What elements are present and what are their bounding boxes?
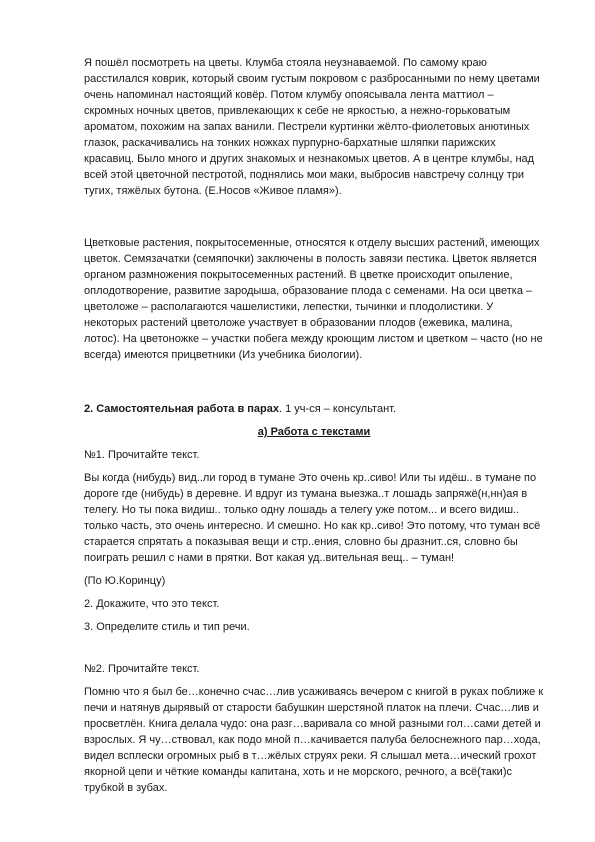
task-1-text: Вы когда (нибудь) вид..ли город в тумане Это очень кр..сиво! Или ты идёш.. в тумане по дороге где (нибудь) в деревне. И вдруг из тумана выезжа..т лошадь запряжё(н,нн)ая в телегу. Но ты пока видиш.. только одну лошадь а телегу уже потом... и всего видиш.. только часть, это очень интересно. И смешно. Но как кр..сиво! Это потому, что туман всё старается спрятать а показывая вещи и стр..ения, словно бы дразнит..ся, словно бы поиграть решил с нами в прятки. Вот какая уд..вительная вещ.. – туман! bbox=[84, 472, 541, 564]
task-2-instruction: . Прочитайте текст. bbox=[101, 663, 200, 675]
document-page bbox=[84, 55, 544, 803]
task-1-number: №1 bbox=[84, 449, 102, 461]
section-2-rest: . 1 уч-ся – консультант. bbox=[279, 403, 397, 415]
task-1-instruction: . Прочитайте текст. bbox=[101, 449, 200, 461]
task-2-heading bbox=[84, 661, 544, 677]
task-2-number: №2 bbox=[84, 663, 102, 675]
subheading-work-with-texts: а) Работа с текстами bbox=[257, 426, 371, 438]
task-1-heading bbox=[84, 447, 544, 463]
task-1-source: (По Ю.Коринцу) bbox=[84, 575, 166, 587]
paragraph-nosov: Я пошёл посмотреть на цветы. Клумба стояла неузнаваемой. По самому краю расстилался коврик, который своим густым покровом с разбросанными по нему цветами очень напоминал настоящий ковёр. Потом клумбу опоясывала лента маттиол – скромных ночных цветов, привлекающих к себе не яркостью, а нежно-горьковатым ароматом, похожим на запах ванили. Пестрели куртинки жёлто-фиолетовых анютиных глазок, раскачивались на тонких ножках пурпурно-бархатные шляпки парижских красавиц. Было много и других знакомых и незнакомых цветов. А в центре клумбы, над всей этой цветочной пестротой, поднялись мои маки, выбросив навстречу солнцу три тугих, тяжёлых бутона. (Е.Носов «Живое пламя»). bbox=[84, 57, 540, 197]
paragraph-biology: Цветковые растения, покрытосеменные, относятся к отделу высших растений, имеющих цветок. Семязачатки (семяпочки) заключены в полость завязи пестика. Цветок является органом размножения покрытосеменных растений. В цветке происходит опыление, оплодотворение, развитие зародыша, образование плода с семенами. На оси цветка – цветоложе – располагаются чашелистики, лепестки, тычинки и плодолистики. У некоторых растений цветоложе участвует в образовании плодов (ежевика, малина, лотос). На цветоножке – участки побега между кроющим листом и цветком – часто (но не всегда) имеются прицветники (Из учебника биологии). bbox=[84, 237, 543, 361]
section-2-heading bbox=[84, 401, 544, 417]
section-2-title: 2. Самостоятельная работа в парах bbox=[84, 403, 280, 415]
task-1-question-2: 2. Докажите, что это текст. bbox=[84, 598, 220, 610]
task-2-text: Помню что я был бе…конечно счас…лив усаживаясь вечером с книгой в руках поближе к печи и натянув дырявый от старости бабушкин шерстяной платок на плечи. Счас…лив и просветлён. Книга делала чудо: она разг…варивала со мной разными гол…сами детей и взрослых. Я чу…ствовал, как подо мной п…качивается палуба белоснежного пар…хода, видел всплески огромных рыб в т…жёлых струях реки. Я слышал мета…ический грохот якорной цепи и чёткие команды капитана, хоть и не морского, речного, а всё(таки)с трубкой в зубах. bbox=[84, 686, 544, 794]
task-1-question-3: 3. Определите стиль и тип речи. bbox=[84, 621, 250, 633]
